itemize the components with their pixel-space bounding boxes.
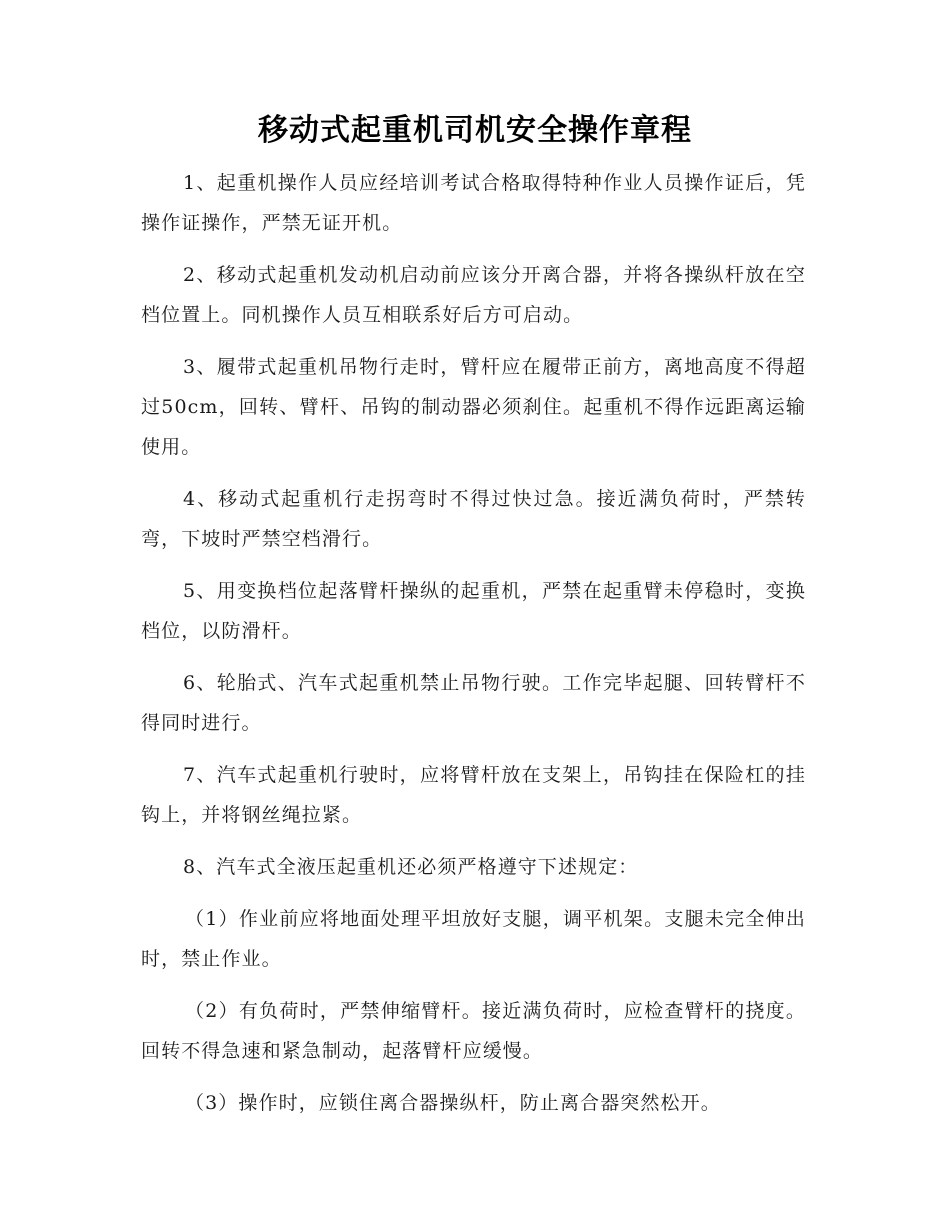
sub-item-3: （3）操作时，应锁住离合器操纵杆，防止离合器突然松开。 <box>185 1092 721 1114</box>
paragraph-5: 5、用变换档位起落臂杆操纵的起重机，严禁在起重臂未停稳时，变换档位，以防滑杆。 <box>141 580 806 642</box>
document-title: 移动式起重机司机安全操作章程 <box>258 113 692 148</box>
paragraph-4: 4、移动式起重机行走拐弯时不得过快过急。接近满负荷时，严禁转弯，下坡时严禁空档滑行。 <box>141 488 806 550</box>
document-body <box>141 163 806 1135</box>
paragraph-1: 1、起重机操作人员应经培训考试合格取得特种作业人员操作证后，凭操作证操作，严禁无证开机。 <box>141 172 806 234</box>
paragraph-2: 2、移动式起重机发动机启动前应该分开离合器，并将各操纵杆放在空档位置上。同机操作人员互相联系好后方可启动。 <box>141 264 806 326</box>
sub-item-1: （1）作业前应将地面处理平坦放好支腿，调平机架。支腿未完全伸出时，禁止作业。 <box>141 908 806 970</box>
paragraph-7: 7、汽车式起重机行驶时，应将臂杆放在支架上，吊钩挂在保险杠的挂钩上，并将钢丝绳拉紧。 <box>141 764 806 826</box>
paragraph-8: 8、汽车式全液压起重机还必须严格遵守下述规定： <box>183 856 639 878</box>
sub-item-2: （2）有负荷时，严禁伸缩臂杆。接近满负荷时，应检查臂杆的挠度。回转不得急速和紧急制动，起落臂杆应缓慢。 <box>141 1000 806 1062</box>
paragraph-3: 3、履带式起重机吊物行走时，臂杆应在履带正前方，离地高度不得超过50cm，回转、臂杆、吊钩的制动器必须刹住。起重机不得作远距离运输使用。 <box>141 356 806 458</box>
paragraph-6: 6、轮胎式、汽车式起重机禁止吊物行驶。工作完毕起腿、回转臂杆不得同时进行。 <box>141 672 806 734</box>
